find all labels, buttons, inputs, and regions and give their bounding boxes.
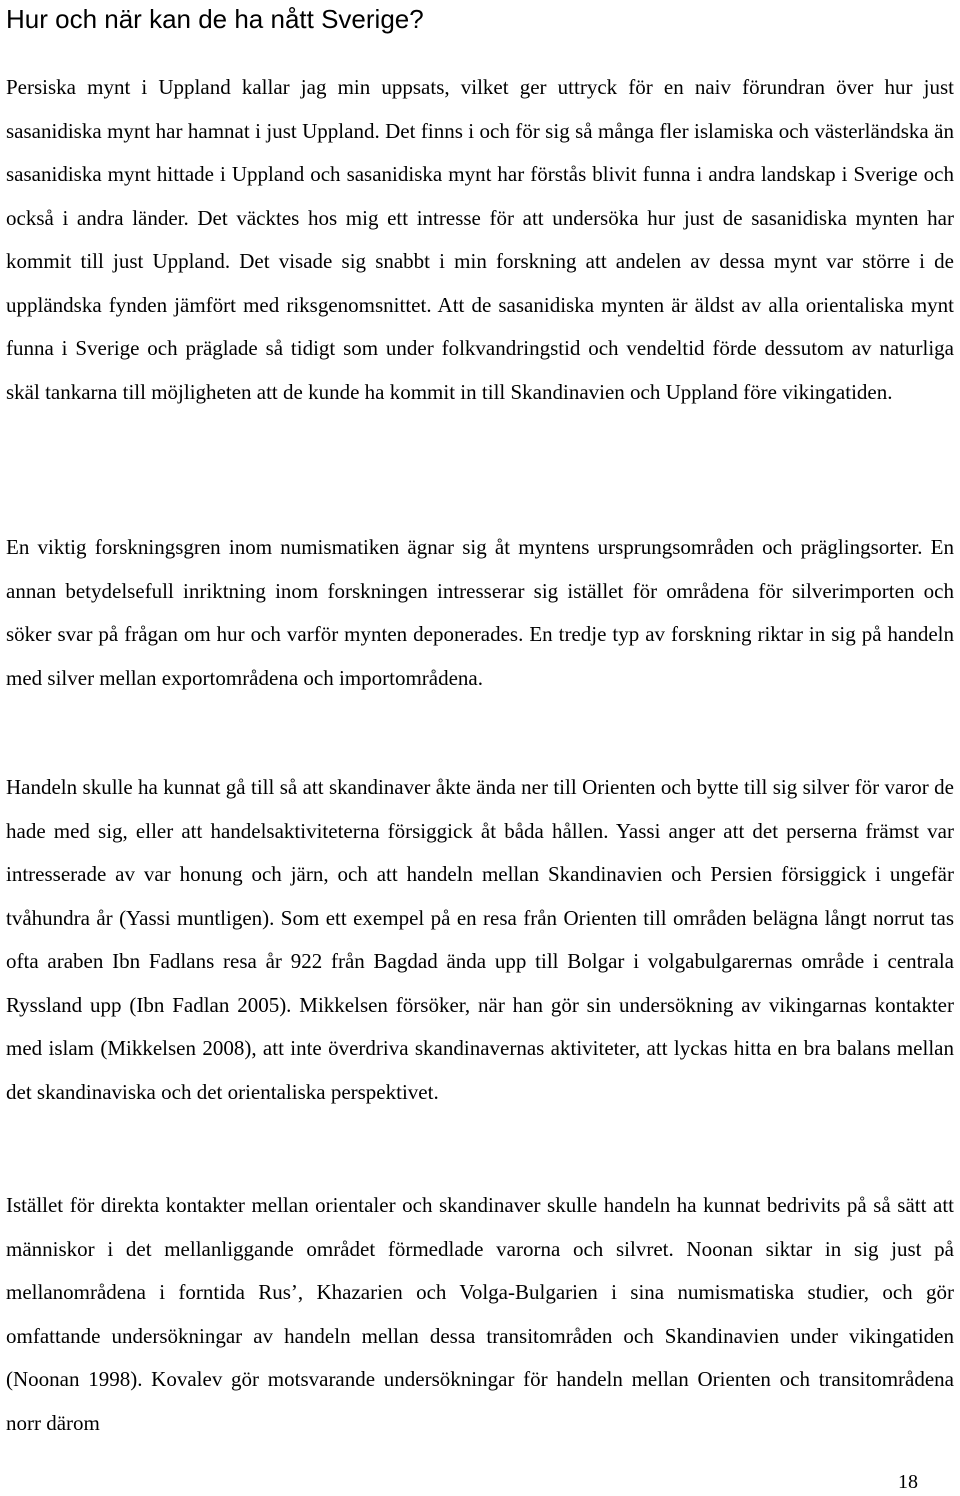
page-number: 18 bbox=[898, 1471, 918, 1493]
body-paragraph-2: En viktig forskningsgren inom numismatiken ägnar sig åt myntens ursprungsområden och präglingsorter. En annan betydelsefull inriktning inom forskningen intresserar sig istället för områdena för silverimporten och söker svar på frågan om hur och varför mynten deponerades. En tredje typ av forskning riktar in sig på handeln med silver mellan exportområdena och importområdena. bbox=[6, 535, 954, 690]
body-paragraph-4: Istället för direkta kontakter mellan orientaler och skandinaver skulle handeln ha kunnat bedrivits på så sätt att människor i det mellanliggande området förmedlade varorna och silvret. Noonan siktar in sig just på mellanområdena i forntida Rus’, Khazarien och Volga-Bulgarien i sina numismatiska studier, och gör omfattande undersökningar av handeln mellan dessa transitområden och Skandinavien under vikingatiden (Noonan 1998). Kovalev gör motsvarande undersökningar för handeln mellan Orienten och transitområdena norr därom bbox=[6, 1193, 954, 1435]
section-heading: Hur och när kan de ha nått Sverige? bbox=[6, 4, 424, 34]
body-paragraph-1: Persiska mynt i Uppland kallar jag min uppsats, vilket ger uttryck för en naiv förundran över hur just sasanidiska mynt har hamnat i just Uppland. Det finns i och för sig så många fler islamiska och västerländska än sasanidiska mynt hittade i Uppland och sasanidiska mynt har förstås blivit funna i andra landskap i Sverige och också i andra länder. Det väcktes hos mig ett intresse för att undersöka hur just de sasanidiska mynten har kommit till just Uppland. Det visade sig snabbt i min forskning att andelen av dessa mynt var större i de uppländska fynden jämfört med riksgenomsnittet. Att de sasanidiska mynten är äldst av alla orientaliska mynt funna i Sverige och präglade så tidigt som under folkvandringstid och vendeltid förde dessutom av naturliga skäl tankarna till möjligheten att de kunde ha kommit in till Skandinavien och Uppland före vikingatiden. bbox=[6, 75, 954, 404]
body-paragraph-3: Handeln skulle ha kunnat gå till så att skandinaver åkte ända ner till Orienten och bytte till sig silver för varor de hade med sig, eller att handelsaktiviteterna försiggick åt båda hållen. Yassi anger att det perserna främst var intresserade av var honung och järn, och att handeln mellan Skandinavien och Persien försiggick i ungefär tvåhundra år (Yassi muntligen). Som ett exempel på en resa från Orienten till områden belägna långt norrut tas ofta araben Ibn Fadlans resa år 922 från Bagdad ända upp till Bolgar i volgabulgarernas område i centrala Ryssland upp (Ibn Fadlan 2005). Mikkelsen försöker, när han gör sin undersökning av vikingarnas kontakter med islam (Mikkelsen 2008), att inte överdriva skandinavernas aktiviteter, att lyckas hitta en bra balans mellan det skandinaviska och det orientaliska perspektivet. bbox=[6, 775, 954, 1104]
document-page bbox=[6, 0, 954, 1496]
